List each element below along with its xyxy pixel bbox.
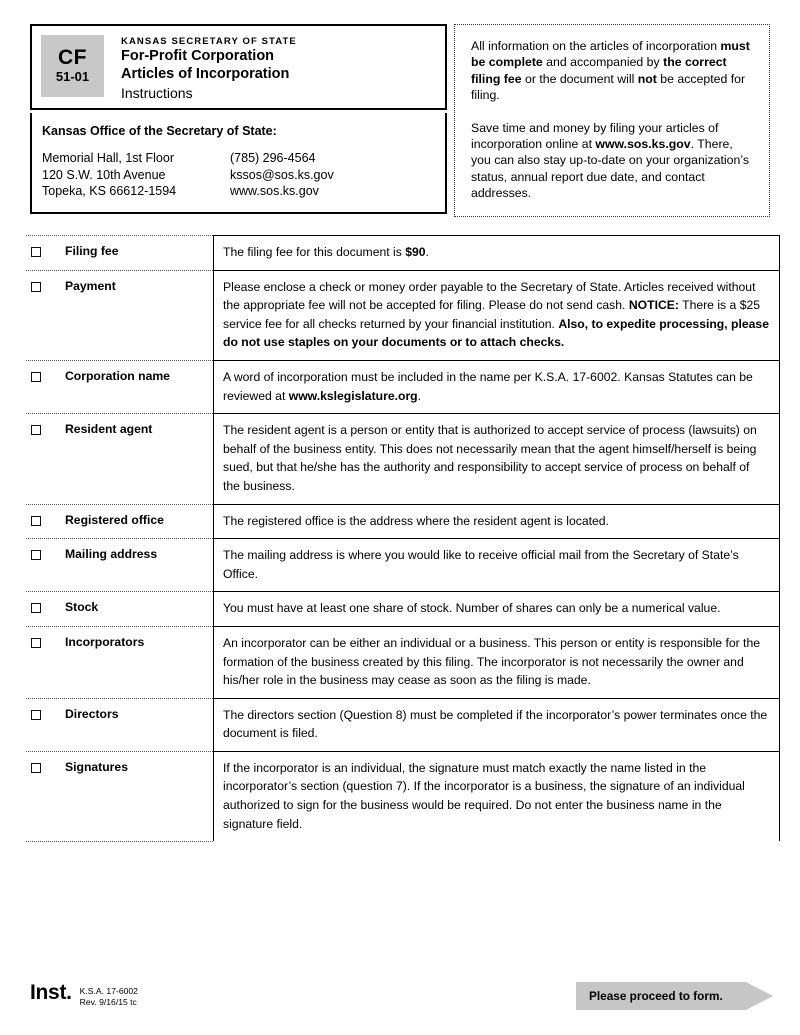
instruction-row-label-cell — [26, 538, 213, 591]
notice-box — [454, 24, 770, 217]
address-line: Topeka, KS 66612-1594 — [42, 184, 177, 198]
instruction-row — [26, 538, 780, 591]
instruction-row-label-cell — [26, 270, 213, 360]
instruction-row-label-cell — [26, 413, 213, 503]
instruction-label: Signatures — [65, 759, 128, 774]
instruction-row — [26, 413, 780, 503]
instruction-text-cell: A word of incorporation must be included in the name per K.S.A. 17-6002. Kansas Statutes can be reviewed at www.kslegislature.org. — [213, 360, 780, 413]
instruction-text-cell: The mailing address is where you would like to receive official mail from the Secretary of State’s Office. — [213, 538, 780, 591]
checkbox-icon[interactable] — [31, 425, 41, 435]
instruction-text-cell: The filing fee for this document is $90. — [213, 235, 780, 270]
instruction-row — [26, 504, 780, 539]
table-bottom-divider — [26, 841, 213, 842]
notice-paragraph-1: All information on the articles of incorporation must be complete and accompanied by the correct filing fee or the document will not be accepted for filing. — [471, 39, 750, 103]
instruction-label: Mailing address — [65, 547, 158, 562]
contact-columns — [42, 150, 445, 200]
address-line: 120 S.W. 10th Avenue — [42, 167, 166, 182]
instruction-label: Filing fee — [65, 244, 119, 258]
form-code-badge — [41, 35, 104, 97]
instruction-text-cell: If the incorporator is an individual, the signature must match exactly the name listed in the incorporator’s section (question 7). If the incorporator is a business, the signature of an individual authorized to sign for the business would be required. Do not enter the business name in the signature field. — [213, 751, 780, 841]
instruction-row-label-cell — [26, 360, 213, 413]
instruction-text-cell: The resident agent is a person or entity that is authorized to accept service of process (lawsuits) on behalf of the business entity. This does not necessarily mean that the agent himself/herself is being sued, but that he/she has the authority and responsibility to accept service of process on behalf of the business. — [213, 413, 780, 503]
checkbox-icon[interactable] — [31, 710, 41, 720]
instruction-label: Corporation name — [65, 368, 170, 383]
notice-spacer — [471, 104, 755, 120]
header-left-block — [30, 24, 447, 214]
office-contact-details — [230, 150, 334, 200]
instruction-row — [26, 270, 780, 360]
instruction-text-cell: The directors section (Question 8) must be completed if the incorporator’s power terminates once the document is filed. — [213, 698, 780, 751]
instruction-row — [26, 235, 780, 270]
form-subtitle: Instructions — [121, 85, 193, 101]
instruction-row — [26, 751, 780, 841]
instruction-row-label-cell — [26, 751, 213, 841]
instruction-text-cell: An incorporator can be either an individual or a business. This person or entity is responsible for the formation of the business created by this filing. The incorporator is not necessarily the owner and his/her role in the business may cease as soon as the filing is made. — [213, 626, 780, 698]
instruction-label: Payment — [65, 278, 116, 293]
form-code: CF — [58, 45, 87, 69]
proceed-banner-label: Please proceed to form. — [589, 989, 723, 1003]
instruction-label: Resident agent — [65, 422, 153, 437]
document-header — [30, 24, 770, 217]
email-address: kssos@sos.ks.gov — [230, 167, 334, 182]
title-text-group — [121, 34, 297, 102]
checkbox-icon[interactable] — [31, 763, 41, 773]
notice-paragraph-2: Save time and money by filing your articles of incorporation online at www.sos.ks.gov. There, you can also stay up-to-date on your organization’s status, annual report due date, and contact addresses. — [471, 120, 749, 201]
instruction-row-label-cell — [26, 591, 213, 626]
instruction-label: Registered office — [65, 512, 164, 527]
checkbox-icon[interactable] — [31, 516, 41, 526]
form-number: 51-01 — [55, 68, 90, 84]
instruction-label: Incorporators — [65, 634, 145, 649]
checkbox-icon[interactable] — [31, 550, 41, 560]
instruction-text-cell: Please enclose a check or money order payable to the Secretary of State. Articles received without the appropriate fee will not be accepted for filing. Please do not send cash. NOTICE: There is a $25 service fee for all checks returned by your financial institution. Also, to expedite processing, please do not use staples on your documents or to attach checks. — [213, 270, 780, 360]
arrow-right-icon — [746, 982, 773, 1010]
form-title-line-2: Articles of Incorporation — [121, 65, 290, 82]
checkbox-icon[interactable] — [31, 603, 41, 613]
instruction-row — [26, 626, 780, 698]
checkbox-icon[interactable] — [31, 372, 41, 382]
instruction-row — [26, 360, 780, 413]
checkbox-icon[interactable] — [31, 247, 41, 257]
instruction-row-label-cell — [26, 504, 213, 539]
website-url: www.sos.ks.gov — [230, 184, 319, 198]
instruction-label: Stock — [65, 600, 99, 615]
office-address — [42, 150, 230, 200]
instruction-row — [26, 698, 780, 751]
agency-name: KANSAS SECRETARY OF STATE — [121, 36, 297, 47]
footer-statute: K.S.A. 17-6002 — [79, 986, 138, 996]
address-line: Memorial Hall, 1st Floor — [42, 151, 174, 165]
instruction-row-label-cell — [26, 235, 213, 270]
office-contact-box — [30, 113, 447, 214]
footer-inst-label: Inst. — [30, 981, 72, 1004]
footer-revision: Rev. 9/16/15 tc — [79, 996, 137, 1007]
phone-number: (785) 296-4564 — [230, 151, 316, 165]
title-box — [30, 24, 447, 110]
instruction-row-label-cell — [26, 626, 213, 698]
instruction-row-label-cell — [26, 698, 213, 751]
instruction-label: Directors — [65, 706, 119, 721]
footer-meta — [80, 986, 138, 1007]
form-title-line-1: For-Profit Corporation — [121, 48, 275, 64]
instruction-text-cell: The registered office is the address where the resident agent is located. — [213, 504, 780, 539]
instructions-table — [26, 235, 780, 842]
office-heading: Kansas Office of the Secretary of State: — [42, 124, 277, 138]
instruction-text-cell: You must have at least one share of stock. Number of shares can only be a numerical value. — [213, 591, 780, 626]
checkbox-icon[interactable] — [31, 282, 41, 292]
instruction-row — [26, 591, 780, 626]
checkbox-icon[interactable] — [31, 638, 41, 648]
proceed-to-form-banner — [576, 982, 780, 1010]
